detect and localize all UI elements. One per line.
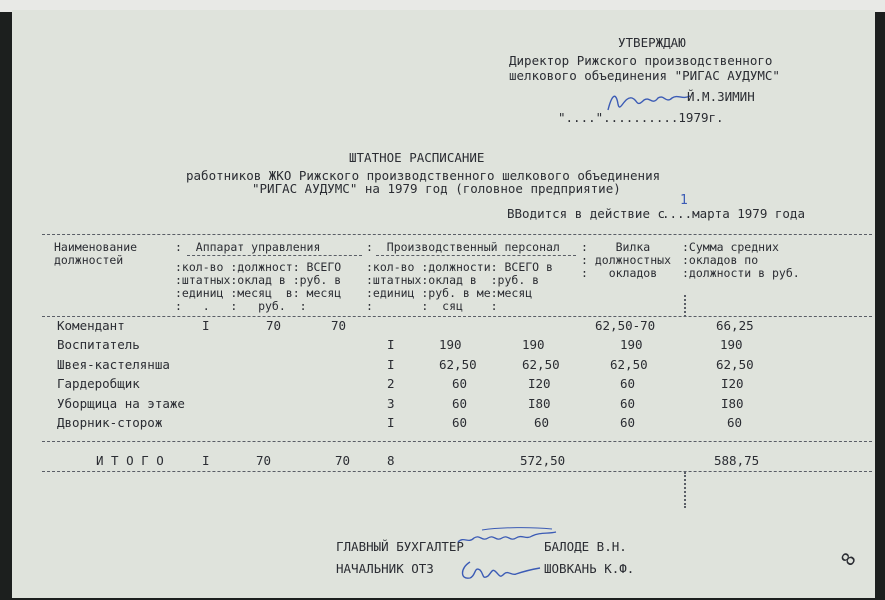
row-name: Дворник-сторож [57, 415, 163, 430]
admin-group-underline [187, 255, 362, 256]
row-production-total: I80 [528, 396, 551, 411]
row-average-sum: 66,25 [716, 318, 754, 333]
total-admin-salary: 70 [256, 453, 272, 468]
column-group-production: : Производственный персонал [366, 240, 560, 254]
row-salary-range: 60 [620, 415, 636, 430]
row-salary-range: 62,50-70 [595, 318, 656, 333]
table-top-rule [42, 234, 872, 235]
row-production-count: 3 [387, 396, 395, 411]
subtitle-line-2: "РИГАС АУДУМС" на 1979 год (головное предприятие) [252, 181, 621, 196]
row-name: Уборщица на этаже [57, 396, 185, 411]
row-salary-range: 190 [620, 337, 643, 352]
row-production-total: I20 [528, 376, 551, 391]
row-production-salary: 60 [452, 396, 468, 411]
row-salary-range: 62,50 [610, 357, 648, 372]
row-average-sum: I20 [721, 376, 744, 391]
column-headers-production: :кол-во :должности: ВСЕГО в :штатных:оклад в :руб. в :единиц :руб. в ме:месяц : : сяц : [366, 260, 553, 313]
approver-name: Й.М.ЗИМИН [687, 89, 755, 104]
production-group-underline [376, 255, 576, 256]
column-group-admin: : Аппарат управления [175, 240, 342, 254]
row-admin-count: I [202, 318, 210, 333]
otz-signature [456, 554, 546, 586]
subtitle-line-1: работников ЖКО Рижского производственного шелкового объединения [186, 168, 661, 183]
row-salary-range: 60 [620, 376, 636, 391]
row-name: Гардеробщик [57, 376, 140, 391]
document-page [12, 10, 875, 598]
row-production-count: I [387, 357, 395, 372]
document-title: ШТАТНОЕ РАСПИСАНИЕ [349, 150, 485, 165]
row-production-count: 2 [387, 376, 395, 391]
corner-page-mark: 8 [837, 549, 861, 571]
row-name: Воспитатель [57, 337, 140, 352]
total-admin-total: 70 [335, 453, 351, 468]
column-headers-admin: :кол-во :должност: ВСЕГО :штатных:оклад в :руб. в :единиц :месяц в: месяц : . : руб. : [175, 260, 342, 313]
row-average-sum: I80 [721, 396, 744, 411]
otz-role: НАЧАЛЬНИК ОТЗ [336, 561, 434, 576]
total-production-count: 8 [387, 453, 395, 468]
total-production-total: 572,50 [520, 453, 566, 468]
row-name: Швея-кастелянша [57, 357, 170, 372]
approval-date: "...."..........1979г. [558, 110, 724, 125]
effective-suffix: ....марта 1979 года [662, 206, 805, 221]
table-header-rule [42, 316, 872, 317]
row-production-total: 60 [534, 415, 550, 430]
approval-line-1: Директор Рижского производственного [509, 53, 773, 68]
row-average-sum: 190 [720, 337, 743, 352]
otz-name: ШОВКАНЬ К.Ф. [544, 561, 635, 576]
table-bottom-rule [42, 471, 872, 472]
accountant-name: БАЛОДЕ В.Н. [544, 539, 627, 554]
row-admin-total: 70 [331, 318, 347, 333]
row-admin-salary: 70 [266, 318, 282, 333]
row-production-count: I [387, 415, 395, 430]
approval-line-2: шелкового объединения "РИГАС АУДУМС" [509, 68, 780, 83]
row-salary-range: 60 [620, 396, 636, 411]
total-admin-count: I [202, 453, 210, 468]
row-name: Комендант [57, 318, 125, 333]
row-production-total: 62,50 [522, 357, 560, 372]
column-header-average-sum: :Сумма средних :окладов по :должности в руб. [682, 240, 800, 280]
column-header-name: Наименование должностей [54, 240, 138, 267]
row-production-total: 190 [522, 337, 545, 352]
column-divider [684, 295, 686, 317]
effective-day: 1 [680, 193, 688, 208]
column-divider [684, 472, 686, 508]
column-header-salary-range: : Вилка : должностных : окладов [581, 240, 672, 280]
row-production-salary: 60 [452, 376, 468, 391]
row-production-salary: 62,50 [439, 357, 477, 372]
row-average-sum: 60 [727, 415, 743, 430]
approval-heading: УТВЕРЖДАЮ [618, 35, 686, 50]
table-total-rule [42, 441, 872, 442]
row-production-salary: 60 [452, 415, 468, 430]
total-label: И Т О Г О [96, 453, 164, 468]
accountant-role: ГЛАВНЫЙ БУХГАЛТЕР [336, 539, 464, 554]
row-production-salary: 190 [439, 337, 462, 352]
row-average-sum: 62,50 [716, 357, 754, 372]
effective-prefix: ВВодится в действие с [507, 206, 666, 221]
row-production-count: I [387, 337, 395, 352]
total-average-sum: 588,75 [714, 453, 760, 468]
